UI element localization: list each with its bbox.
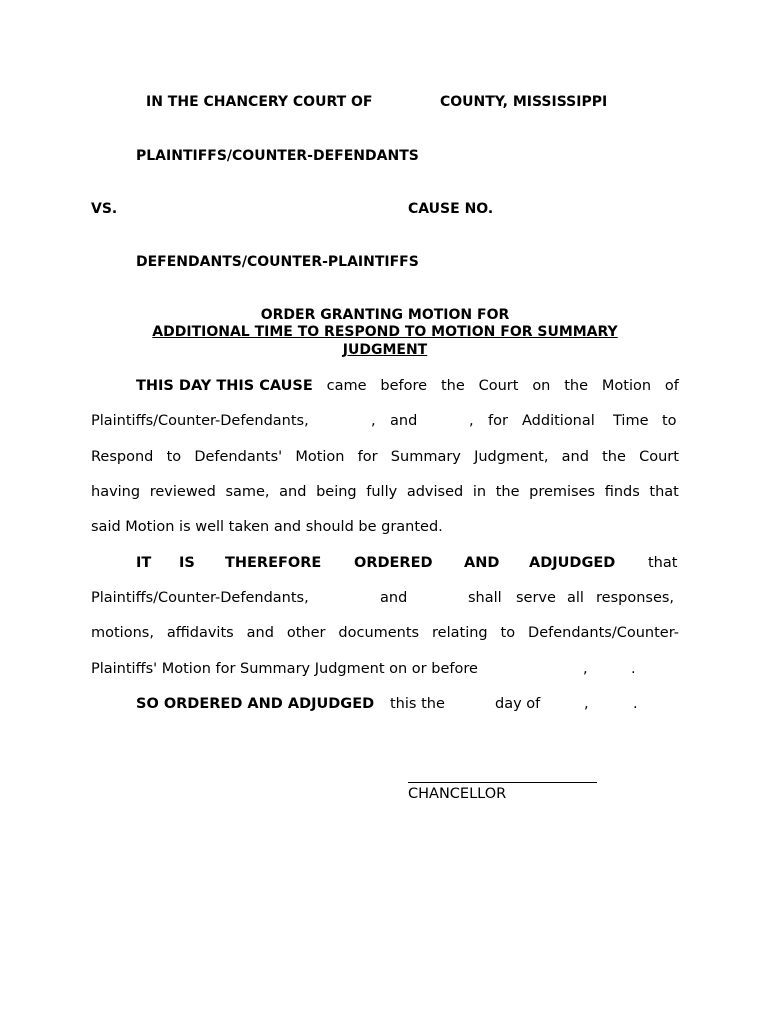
word: Plaintiffs/Counter-Defendants, — [91, 590, 309, 606]
word: of — [664, 378, 679, 394]
order-title-line1: ORDER GRANTING MOTION FOR — [260, 307, 510, 323]
word: and — [246, 625, 274, 641]
word: the — [564, 378, 589, 394]
word: Plaintiffs/Counter-Defendants, — [91, 413, 309, 429]
word: responses, — [596, 590, 675, 606]
word: ORDERED — [354, 555, 433, 571]
para3-lead: SO ORDERED AND ADJUDGED — [136, 696, 375, 712]
signature-line — [408, 782, 597, 783]
chancellor-label: CHANCELLOR — [408, 786, 507, 802]
word: IS — [179, 555, 195, 571]
word: Court — [639, 449, 679, 465]
para1-line5: said Motion is well taken and should be granted. — [91, 519, 443, 535]
word: day of — [495, 696, 541, 712]
vs-label: VS. — [91, 201, 118, 217]
word: and — [390, 413, 418, 429]
para1-line3 — [91, 448, 679, 466]
defendants-label: DEFENDANTS/COUNTER-PLAINTIFFS — [136, 254, 419, 270]
word: IT — [136, 555, 152, 571]
word: other — [286, 625, 326, 641]
word: Time — [613, 413, 649, 429]
word: being — [316, 484, 357, 500]
word: ADJUDGED — [529, 555, 616, 571]
word: to — [500, 625, 516, 641]
word: this the — [390, 696, 445, 712]
word: Summary — [390, 449, 461, 465]
word: , — [371, 413, 376, 429]
word: AND — [464, 555, 500, 571]
word: motions, — [91, 625, 154, 641]
order-title-line3: JUDGMENT — [342, 342, 428, 358]
word: Defendants/Counter- — [528, 625, 679, 641]
word: before — [380, 378, 428, 394]
word: to — [662, 413, 677, 429]
word: came — [326, 378, 367, 394]
word: relating — [432, 625, 488, 641]
word: and — [380, 590, 408, 606]
word: Motion — [601, 378, 652, 394]
court-county: COUNTY, MISSISSIPPI — [440, 94, 608, 110]
word: finds — [604, 484, 640, 500]
word: . — [631, 661, 636, 677]
word: , — [584, 696, 589, 712]
word: , — [469, 413, 474, 429]
word: Additional — [522, 413, 595, 429]
word: Judgment, — [474, 449, 549, 465]
order-title-line2: ADDITIONAL TIME TO RESPOND TO MOTION FOR SUMMARY — [152, 324, 618, 340]
word: , — [583, 661, 588, 677]
word: fully — [366, 484, 398, 500]
word: Court — [478, 378, 519, 394]
word: same, — [225, 484, 270, 500]
word: in — [472, 484, 487, 500]
para1-lead: THIS DAY THIS CAUSE — [136, 378, 313, 394]
word: Defendants' — [194, 449, 283, 465]
word: . — [633, 696, 638, 712]
para2-line3 — [91, 624, 679, 642]
word: all — [567, 590, 584, 606]
word: the — [602, 449, 626, 465]
word: affidavits — [166, 625, 234, 641]
word: documents — [338, 625, 420, 641]
word: Respond — [91, 449, 154, 465]
word: and — [561, 449, 589, 465]
word: Motion — [295, 449, 345, 465]
word: on — [532, 378, 551, 394]
word: having — [91, 484, 141, 500]
plaintiffs-label: PLAINTIFFS/COUNTER-DEFENDANTS — [136, 148, 419, 164]
word: the — [495, 484, 520, 500]
word: THEREFORE — [225, 555, 322, 571]
word: for — [357, 449, 378, 465]
word: advised — [406, 484, 464, 500]
word: that — [648, 555, 678, 571]
word: to — [166, 449, 182, 465]
para1-line1 — [136, 377, 679, 395]
word: that — [649, 484, 679, 500]
para1-line4 — [91, 483, 679, 501]
cause-no-label: CAUSE NO. — [408, 201, 494, 217]
court-name: IN THE CHANCERY COURT OF — [146, 94, 373, 110]
word: for — [488, 413, 508, 429]
word: the — [440, 378, 465, 394]
word: premises — [529, 484, 596, 500]
word: reviewed — [149, 484, 216, 500]
word: serve — [516, 590, 556, 606]
word: and — [279, 484, 307, 500]
word: shall — [468, 590, 502, 606]
word: Plaintiffs' Motion for Summary Judgment on or before — [91, 661, 478, 677]
